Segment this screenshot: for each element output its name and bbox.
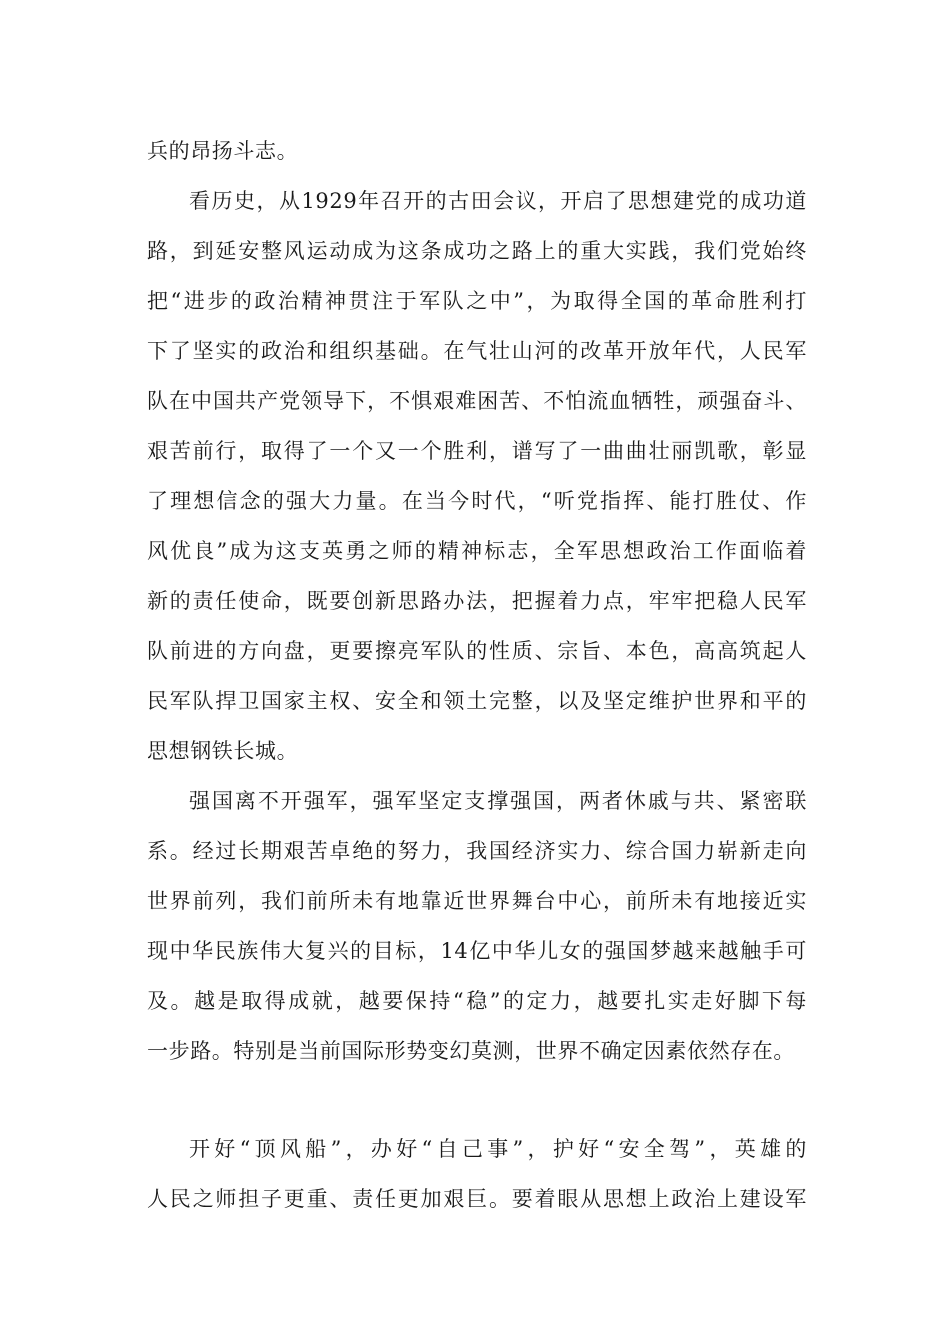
text-line: 系。经过长期艰苦卓绝的努力，我国经济实力、综合国力崭新走向: [147, 839, 807, 863]
text-line: 现中华民族伟大复兴的目标，14亿中华儿女的强国梦越来越触手可: [147, 939, 807, 963]
text-line: 人民之师担子更重、责任更加艰巨。要着眼从思想上政治上建设军: [147, 1187, 807, 1211]
text-line: 兵的昂扬斗志。: [147, 139, 299, 163]
text-line: 了理想信念的强大力量。在当今时代，“听党指挥、能打胜仗、作: [147, 489, 807, 513]
text-line: 民军队捍卫国家主权、安全和领土完整，以及坚定维护世界和平的: [147, 689, 807, 713]
text-line: 艰苦前行，取得了一个又一个胜利，谱写了一曲曲壮丽凯歌，彰显: [147, 439, 807, 463]
text-line: 及。越是取得成就，越要保持“稳”的定力，越要扎实走好脚下每: [147, 989, 807, 1013]
text-line: 风优良”成为这支英勇之师的精神标志，全军思想政治工作面临着: [147, 539, 807, 563]
text-line: 一步路。特别是当前国际形势变幻莫测，世界不确定因素依然存在。: [147, 1039, 795, 1063]
text-line: 新的责任使命，既要创新思路办法，把握着力点，牢牢把稳人民军: [147, 589, 807, 613]
text-line: 思想钢铁长城。: [147, 739, 299, 763]
text-line: 路，到延安整风运动成为这条成功之路上的重大实践，我们党始终: [147, 239, 807, 263]
paragraph-first-line: 看历史，从1929年召开的古田会议，开启了思想建党的成功道: [189, 189, 807, 213]
paragraph-first-line: 强国离不开强军，强军坚定支撑强国，两者休戚与共、紧密联: [189, 789, 807, 813]
text-line: 队在中国共产党领导下，不惧艰难困苦、不怕流血牺牲，顽强奋斗、: [147, 389, 807, 413]
text-line: 下了坚实的政治和组织基础。在气壮山河的改革开放年代，人民军: [147, 339, 807, 363]
text-line: 把“进步的政治精神贯注于军队之中”，为取得全国的革命胜利打: [147, 289, 807, 313]
paragraph-first-line: 开好“顶风船”，办好“自己事”，护好“安全驾”，英雄的: [189, 1137, 807, 1161]
text-line: 队前进的方向盘，更要擦亮军队的性质、宗旨、本色，高高筑起人: [147, 639, 807, 663]
text-line: 世界前列，我们前所未有地靠近世界舞台中心，前所未有地接近实: [147, 889, 807, 913]
